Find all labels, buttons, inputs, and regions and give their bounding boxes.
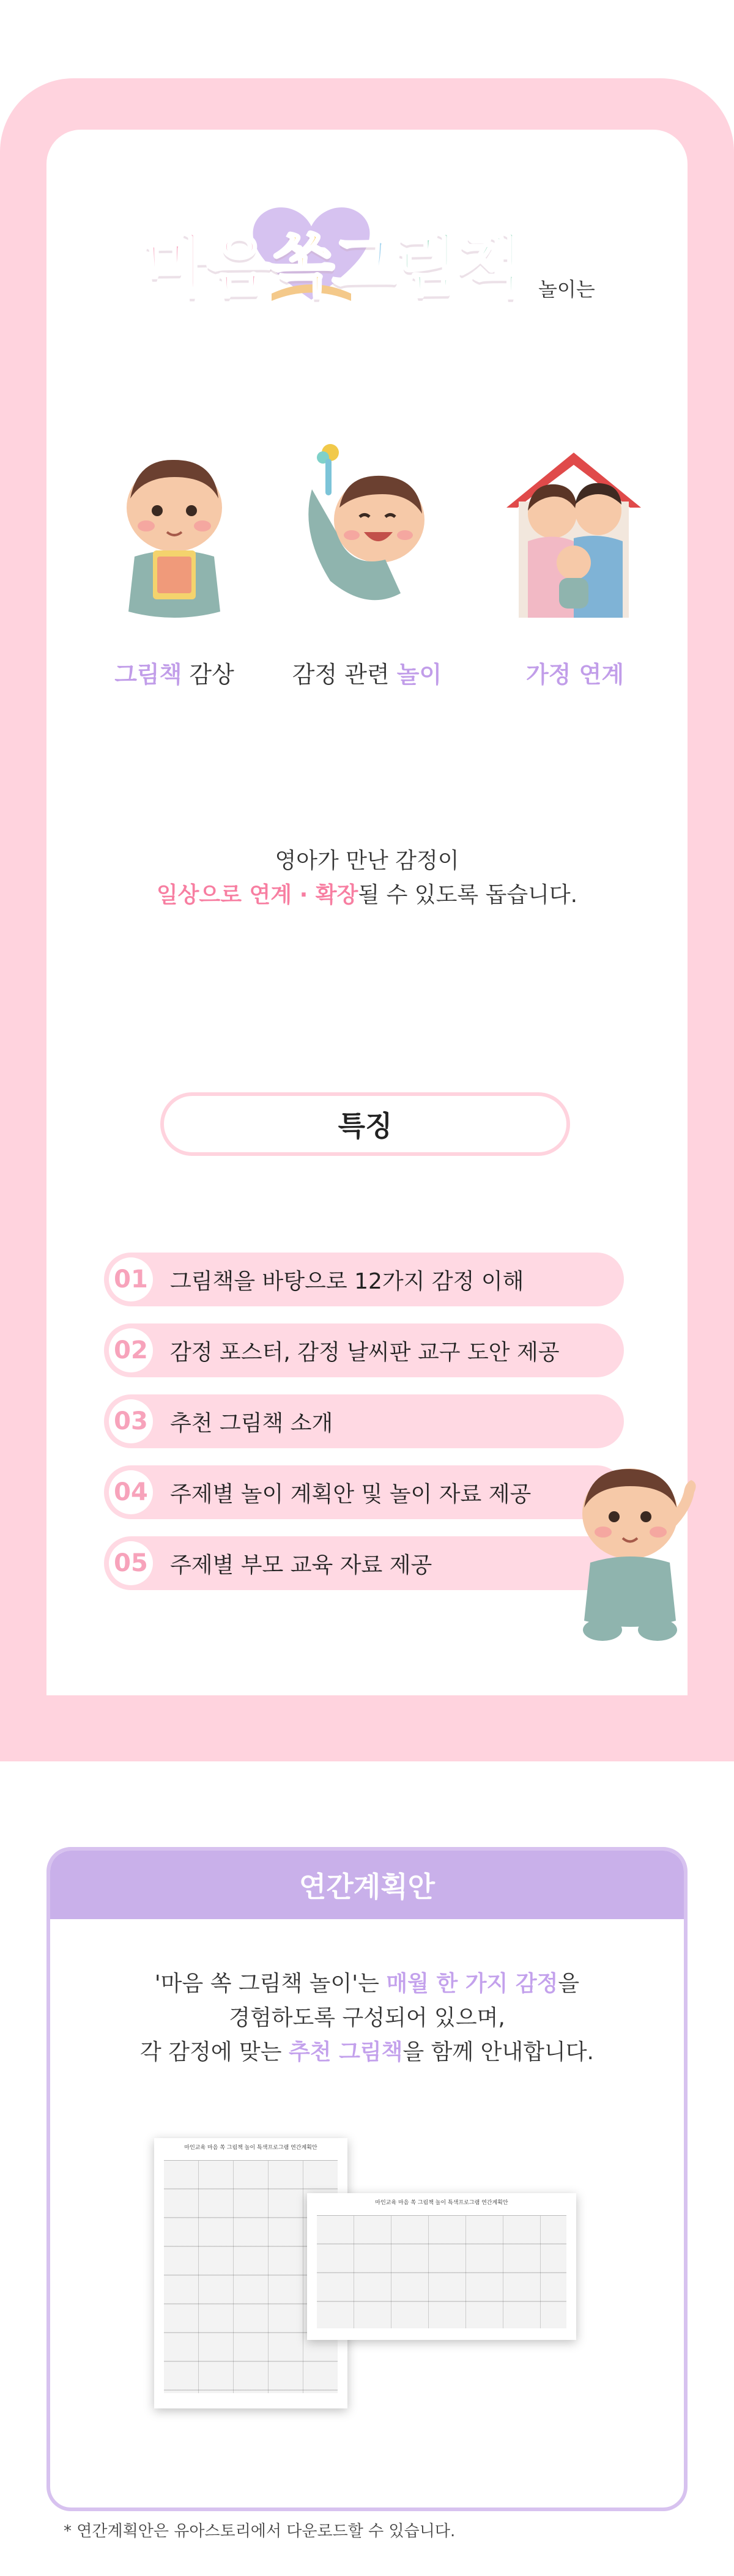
feature-label-emotion-play: 감정 관련 놀이 — [292, 661, 442, 688]
logo-title — [144, 227, 520, 305]
plan-description: '마음 쏙 그림책 놀이'는 매월 한 가지 감정을 경험하도록 구성되어 있으며, 각 감정에 맞는 추천 그림책을 함께 안내합니다. — [140, 1971, 594, 2065]
feature-text: 추천 그림책 소개 — [170, 1410, 333, 1436]
feature-item — [104, 1253, 624, 1306]
feature-text: 감정 포스터, 감정 날씨판 교구 도안 제공 — [170, 1339, 560, 1365]
logo-char: 림 — [395, 227, 458, 305]
feature-label-picture-book: 그림책 감상 — [114, 661, 234, 688]
feature-number: 05 — [109, 1541, 153, 1585]
baby-reading-book-icon — [101, 440, 248, 624]
plan-sheet-preview: 마인교육 마음 쏙 그림책 놀이 특색프로그램 연간계획안 — [154, 2138, 347, 2408]
feature-item — [104, 1394, 624, 1448]
section-title: 특징 — [160, 1092, 570, 1156]
logo-char: 마 — [144, 227, 207, 305]
feature-text: 주제별 부모 교육 자료 제공 — [170, 1552, 432, 1578]
plan-header: 연간계획안 — [50, 1851, 684, 1919]
feature-item — [104, 1465, 624, 1519]
feature-text: 주제별 놀이 계획안 및 놀이 자료 제공 — [170, 1481, 532, 1507]
logo-char: 그 — [332, 227, 395, 305]
feature-text: 그림책을 바탕으로 12가지 감정 이해 — [170, 1268, 524, 1294]
waving-baby-icon — [569, 1456, 703, 1645]
baby-playing-rattle-icon — [287, 440, 434, 624]
feature-number: 01 — [109, 1257, 153, 1301]
logo-char: 책 — [457, 227, 520, 305]
annual-plan-box — [46, 1847, 688, 2511]
feature-item — [104, 1323, 624, 1377]
plan-table-preview — [317, 2215, 566, 2328]
feature-number: 03 — [109, 1399, 153, 1443]
family-house-icon — [494, 440, 653, 624]
feature-number: 02 — [109, 1328, 153, 1372]
feature-item — [104, 1536, 624, 1590]
logo-char: 쏙 — [269, 227, 332, 305]
logo — [144, 196, 524, 324]
logo-suffix: 놀이는 — [538, 278, 595, 301]
logo-char: 음 — [207, 227, 270, 305]
feature-label-home-link: 가정 연계 — [525, 661, 625, 688]
feature-number: 04 — [109, 1470, 153, 1514]
plan-sheet-preview: 마인교육 마음 쏙 그림책 놀이 특색프로그램 연간계획안 — [307, 2193, 576, 2340]
footnote: * 연간계획안은 유아스토리에서 다운로드할 수 있습니다. — [64, 2522, 456, 2541]
intro-text: 영아가 만난 감정이 일상으로 연계 · 확장될 수 있도록 돕습니다. — [156, 848, 578, 908]
